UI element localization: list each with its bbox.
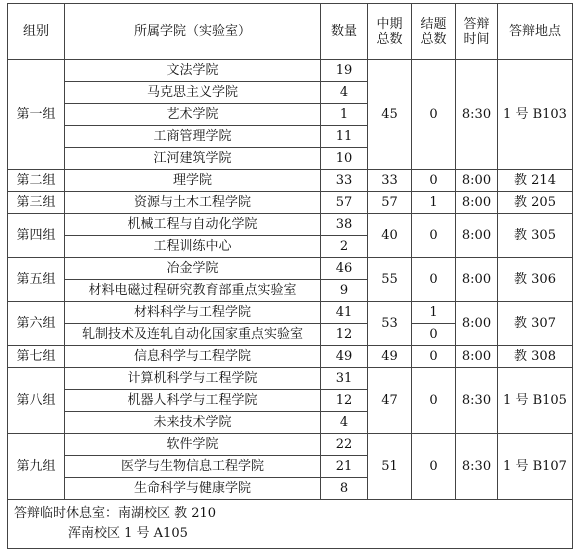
- midterm-total: 49: [368, 346, 412, 368]
- college-count: 9: [321, 280, 368, 302]
- header-midterm-line2: 总数: [376, 31, 403, 47]
- defense-location: 教 308: [498, 346, 573, 368]
- college-name: 机器人科学与工程学院: [65, 390, 321, 412]
- header-defense-time: [456, 4, 498, 60]
- final-total: 0: [412, 60, 456, 170]
- defense-location: 教 305: [498, 214, 573, 258]
- header-final-line1: 结题: [420, 16, 447, 32]
- header-count: 数量: [321, 4, 368, 60]
- college-count: 57: [321, 192, 368, 214]
- college-name: 信息科学与工程学院: [65, 346, 321, 368]
- midterm-total: 53: [368, 302, 412, 346]
- defense-location: 1 号 B107: [498, 434, 573, 500]
- lounge-note-line2: 浑南校区 1 号 A105: [68, 526, 188, 541]
- defense-location: 教 307: [498, 302, 573, 346]
- table-row: [8, 302, 573, 324]
- header-midterm-total: [368, 4, 412, 60]
- table-row: [8, 346, 573, 368]
- defense-time: 8:30: [456, 434, 498, 500]
- college-name: 轧制技术及连轧自动化国家重点实验室: [65, 324, 321, 346]
- midterm-total: 47: [368, 368, 412, 434]
- group-name: 第七组: [8, 346, 65, 368]
- header-final-total: [412, 4, 456, 60]
- group-name: 第四组: [8, 214, 65, 258]
- final-total: 0: [412, 434, 456, 500]
- table-row: [8, 192, 573, 214]
- college-name: 江河建筑学院: [65, 148, 321, 170]
- header-midterm-line1: 中期: [376, 16, 403, 32]
- midterm-total: 51: [368, 434, 412, 500]
- header-location: 答辩地点: [498, 4, 573, 60]
- footer-row: [8, 500, 573, 549]
- college-count: 12: [321, 324, 368, 346]
- defense-time: 8:30: [456, 368, 498, 434]
- final-total: 1: [412, 302, 456, 324]
- defense-time: 8:30: [456, 60, 498, 170]
- final-total: 0: [412, 170, 456, 192]
- college-name: 计算机科学与工程学院: [65, 368, 321, 390]
- header-time-line1: 答辩: [463, 16, 490, 32]
- college-name: 工程训练中心: [65, 236, 321, 258]
- table-row: [8, 60, 573, 82]
- college-count: 31: [321, 368, 368, 390]
- college-name: 医学与生物信息工程学院: [65, 456, 321, 478]
- table-row: [8, 170, 573, 192]
- group-name: 第六组: [8, 302, 65, 346]
- college-name: 材料电磁过程研究教育部重点实验室: [65, 280, 321, 302]
- defense-time: 8:00: [456, 346, 498, 368]
- college-count: 4: [321, 412, 368, 434]
- defense-time: 8:00: [456, 192, 498, 214]
- lounge-note-line1: 答辩临时休息室：南湖校区 教 210: [14, 506, 217, 521]
- college-count: 41: [321, 302, 368, 324]
- header-college: 所属学院（实验室）: [65, 4, 321, 60]
- group-name: 第三组: [8, 192, 65, 214]
- defense-time: 8:00: [456, 170, 498, 192]
- college-count: 12: [321, 390, 368, 412]
- college-count: 10: [321, 148, 368, 170]
- midterm-total: 45: [368, 60, 412, 170]
- defense-location: 1 号 B105: [498, 368, 573, 434]
- midterm-total: 40: [368, 214, 412, 258]
- college-count: 38: [321, 214, 368, 236]
- defense-location: 教 214: [498, 170, 573, 192]
- table-row: [8, 214, 573, 236]
- college-count: 22: [321, 434, 368, 456]
- college-name: 材料科学与工程学院: [65, 302, 321, 324]
- college-count: 4: [321, 82, 368, 104]
- group-name: 第八组: [8, 368, 65, 434]
- college-count: 8: [321, 478, 368, 500]
- table-row: [8, 434, 573, 456]
- defense-time: 8:00: [456, 214, 498, 258]
- final-total: 0: [412, 214, 456, 258]
- college-name: 冶金学院: [65, 258, 321, 280]
- defense-location: 教 306: [498, 258, 573, 302]
- group-name: 第二组: [8, 170, 65, 192]
- college-name: 未来技术学院: [65, 412, 321, 434]
- college-name: 生命科学与健康学院: [65, 478, 321, 500]
- group-name: 第九组: [8, 434, 65, 500]
- college-count: 46: [321, 258, 368, 280]
- midterm-total: 57: [368, 192, 412, 214]
- header-row: [8, 4, 573, 60]
- group-name: 第一组: [8, 60, 65, 170]
- defense-time: 8:00: [456, 258, 498, 302]
- college-count: 33: [321, 170, 368, 192]
- college-name: 艺术学院: [65, 104, 321, 126]
- college-count: 49: [321, 346, 368, 368]
- table-row: [8, 368, 573, 390]
- final-total: 0: [412, 258, 456, 302]
- final-total: 0: [412, 346, 456, 368]
- midterm-total: 55: [368, 258, 412, 302]
- defense-location: 1 号 B103: [498, 60, 573, 170]
- defense-location: 教 205: [498, 192, 573, 214]
- final-total: 1: [412, 192, 456, 214]
- college-count: 19: [321, 60, 368, 82]
- header-group: 组别: [8, 4, 65, 60]
- college-name: 机械工程与自动化学院: [65, 214, 321, 236]
- college-name: 文法学院: [65, 60, 321, 82]
- college-name: 理学院: [65, 170, 321, 192]
- group-name: 第五组: [8, 258, 65, 302]
- final-total: 0: [412, 368, 456, 434]
- table-row: [8, 258, 573, 280]
- header-final-line2: 总数: [420, 31, 447, 47]
- college-count: 21: [321, 456, 368, 478]
- college-name: 工商管理学院: [65, 126, 321, 148]
- header-time-line2: 时间: [463, 31, 490, 47]
- college-name: 软件学院: [65, 434, 321, 456]
- college-count: 2: [321, 236, 368, 258]
- college-count: 11: [321, 126, 368, 148]
- defense-schedule-table: [7, 3, 573, 549]
- college-name: 资源与土木工程学院: [65, 192, 321, 214]
- midterm-total: 33: [368, 170, 412, 192]
- college-name: 马克思主义学院: [65, 82, 321, 104]
- defense-time: 8:00: [456, 302, 498, 346]
- final-total: 0: [412, 324, 456, 346]
- college-count: 1: [321, 104, 368, 126]
- lounge-note: [8, 500, 573, 549]
